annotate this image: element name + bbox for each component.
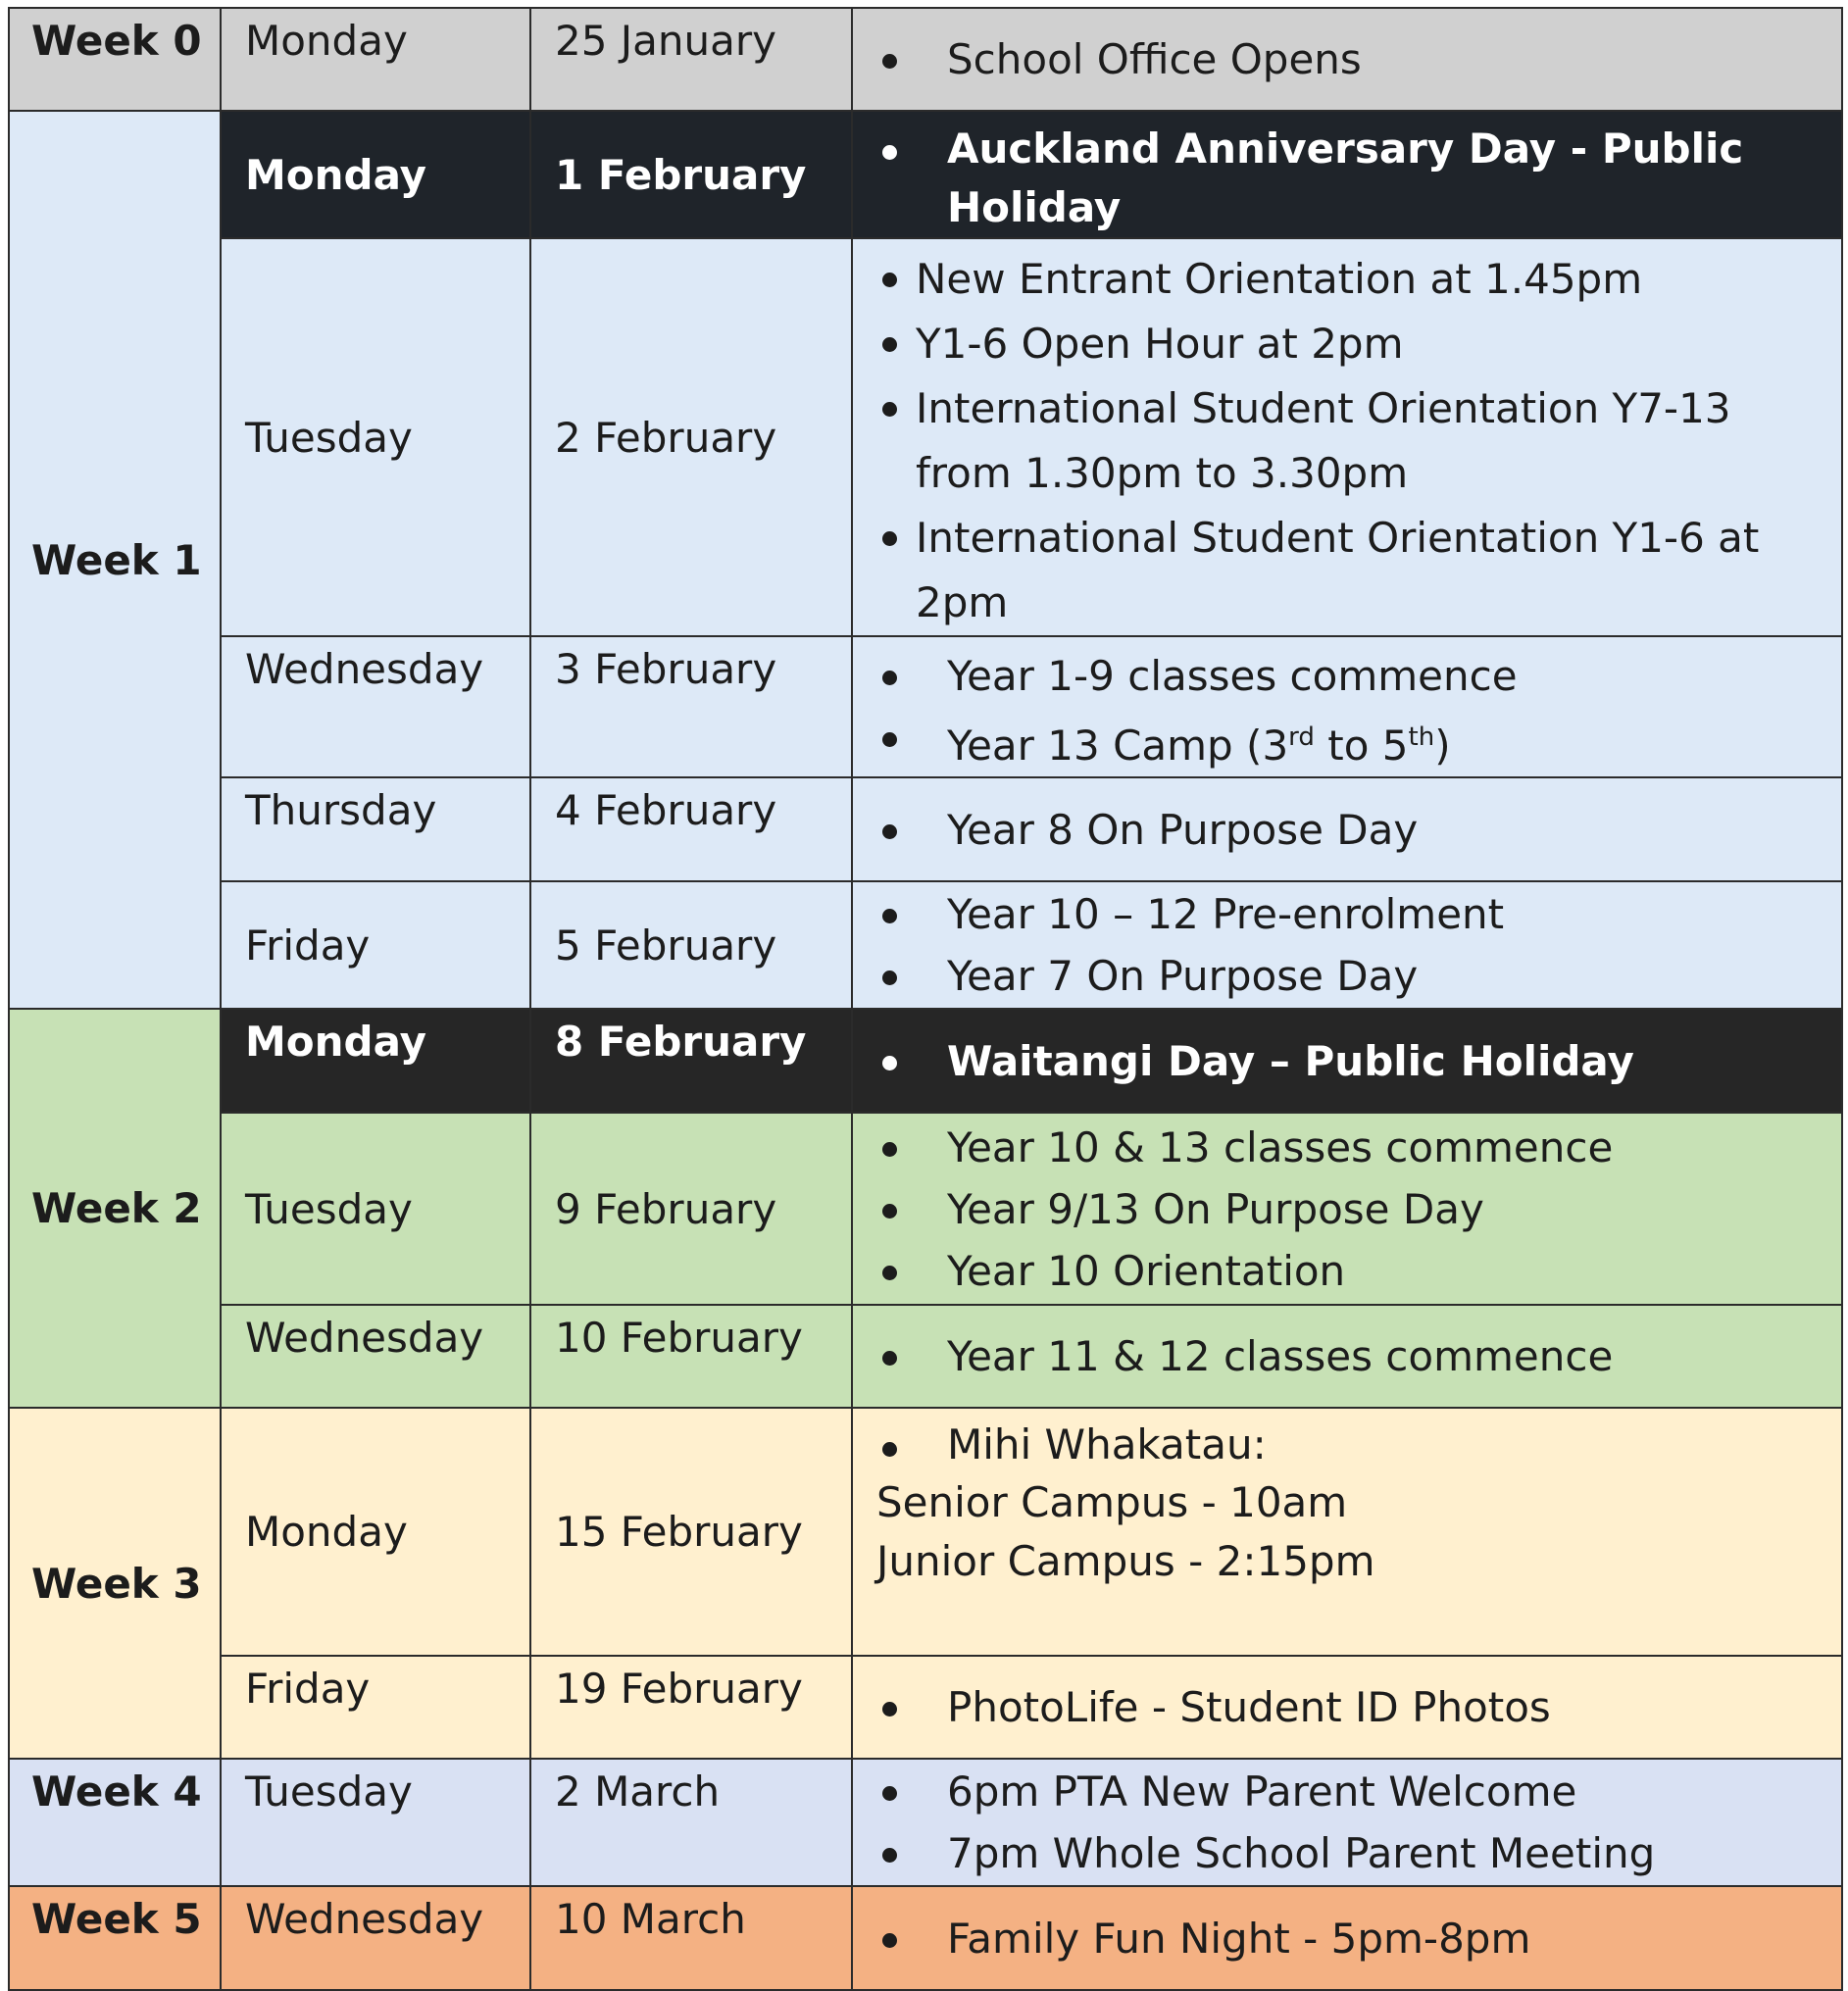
events-cell [852,1886,1842,1990]
day-cell: Friday [221,881,530,1009]
date-cell: 8 February [530,1009,852,1113]
date-cell: 5 February [530,881,852,1009]
events-cell [852,238,1842,636]
events-cell [852,1305,1842,1408]
table-row [9,8,1842,111]
event-detail: Junior Campus - 2:15pm [876,1537,1375,1585]
table-row [9,1113,1842,1305]
date-cell: 10 February [530,1305,852,1408]
events-cell [852,1113,1842,1305]
event-item: Family Fun Night - 5pm-8pm [876,1908,1825,1969]
events-cell [852,1009,1842,1113]
date-cell: 2 March [530,1759,852,1886]
day-cell: Tuesday [221,238,530,636]
events-cell [852,777,1842,881]
events-cell [852,636,1842,777]
event-item: Year 1-9 classes commence [876,645,1825,707]
date-cell: 10 March [530,1886,852,1990]
event-item: Waitangi Day – Public Holiday [876,1030,1825,1092]
events-cell [852,1759,1842,1886]
day-cell: Wednesday [221,1305,530,1408]
event-item: Y1-6 Open Hour at 2pm [876,312,1825,376]
event-item: Year 9/13 On Purpose Day [876,1178,1825,1240]
event-item: Auckland Anniversary Day - Public Holiday [876,120,1825,237]
event-item: Year 10 Orientation [876,1240,1825,1302]
table-row [9,111,1842,238]
event-item: Year 11 & 12 classes commence [876,1325,1825,1387]
table-row [9,636,1842,777]
week-label: Week 0 [9,8,221,111]
table-row [9,238,1842,636]
table-row [9,881,1842,1009]
event-item: PhotoLife - Student ID Photos [876,1676,1825,1738]
table-row [9,1759,1842,1886]
week-label: Week 1 [9,111,221,1009]
event-item: Year 8 On Purpose Day [876,799,1825,861]
date-cell: 15 February [530,1408,852,1656]
day-cell: Monday [221,1009,530,1113]
day-cell: Monday [221,111,530,238]
event-item: Year 10 – 12 Pre-enrolment [876,883,1825,945]
week-label: Week 2 [9,1009,221,1408]
day-cell: Tuesday [221,1759,530,1886]
events-cell [852,1408,1842,1656]
day-cell: Wednesday [221,1886,530,1990]
week-label: Week 5 [9,1886,221,1990]
day-cell: Friday [221,1656,530,1759]
event-item: Year 7 On Purpose Day [876,945,1825,1007]
events-cell [852,881,1842,1009]
date-cell: 9 February [530,1113,852,1305]
date-cell: 4 February [530,777,852,881]
day-cell: Monday [221,8,530,111]
table-row [9,1656,1842,1759]
table-row [9,1009,1842,1113]
events-cell [852,1656,1842,1759]
date-cell: 2 February [530,238,852,636]
date-cell: 1 February [530,111,852,238]
event-item: Year 10 & 13 classes commence [876,1117,1825,1178]
event-item: 6pm PTA New Parent Welcome [876,1761,1825,1822]
table-row [9,1886,1842,1990]
date-cell: 25 January [530,8,852,111]
events-cell [852,8,1842,111]
day-cell: Thursday [221,777,530,881]
term-calendar-table [8,7,1843,1991]
day-cell: Monday [221,1408,530,1656]
table-row [9,777,1842,881]
event-item: Year 13 Camp (3rd to 5th) [876,707,1825,776]
event-item: International Student Orientation Y7-13 from 1.30pm to 3.30pm [876,376,1825,506]
table-row [9,1305,1842,1408]
event-item: 7pm Whole School Parent Meeting [876,1822,1825,1884]
event-item: Mihi Whakatau: [876,1417,1825,1473]
day-cell: Wednesday [221,636,530,777]
event-detail: Senior Campus - 10am [876,1478,1348,1526]
table-row [9,1408,1842,1656]
event-item: School Office Opens [876,28,1825,90]
date-cell: 19 February [530,1656,852,1759]
day-cell: Tuesday [221,1113,530,1305]
week-label: Week 3 [9,1408,221,1759]
date-cell: 3 February [530,636,852,777]
event-item: New Entrant Orientation at 1.45pm [876,247,1825,312]
week-label: Week 4 [9,1759,221,1886]
events-cell [852,111,1842,238]
event-item: International Student Orientation Y1-6 at 2pm [876,506,1825,635]
